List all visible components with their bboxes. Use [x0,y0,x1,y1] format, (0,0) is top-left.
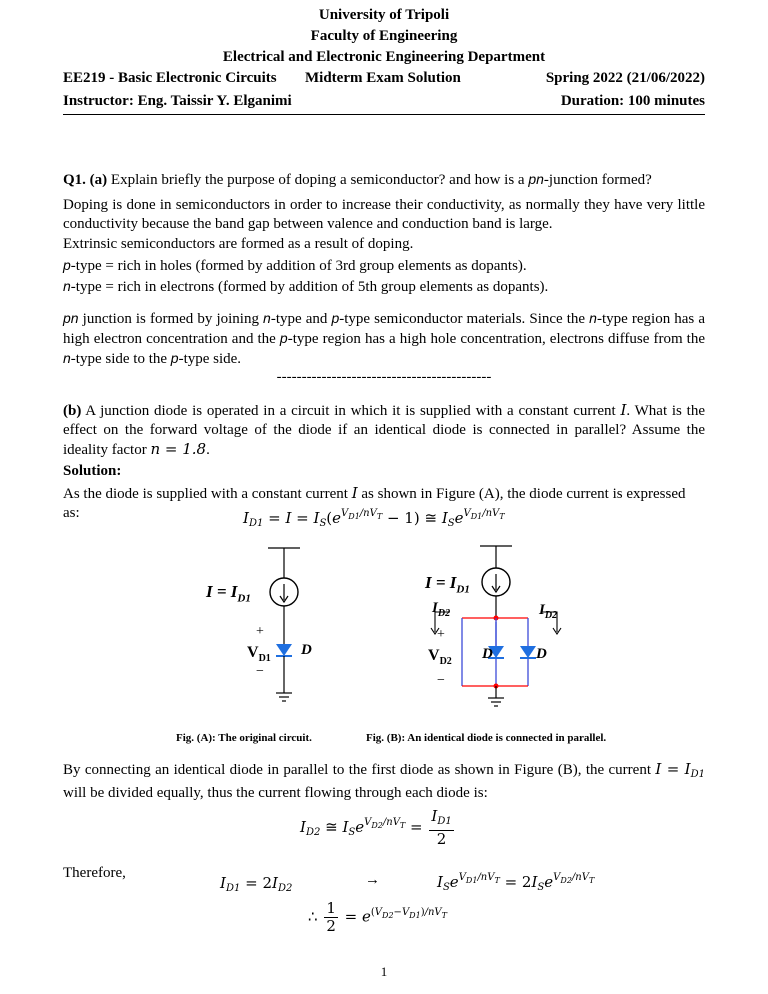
q1a-ntype-line: n-type = rich in electrons (formed by addition of 5th group elements as dopants). [63,278,549,295]
parallel-paragraph: By connecting an identical diode in parallel to the first diode as shown in Figure (B), the current $I = I_{D1}$ will be divided equally, thus the current flowing through each diode is: [63,760,705,801]
q1a-question: Q1. (a) Explain briefly the purpose of doping a semiconductor? and how is a pn-junction formed? [63,171,652,188]
section-separator: ------------------------------------------- [276,369,492,385]
q1b-question: (b) A junction diode is operated in a circuit in which it is supplied with a constant current I. What is the effect on the forward voltage of the diode if an identical diode is connected in parallel? Assume the ideality factor n = 1.8. [63,401,705,458]
exam-title: Midterm Exam Solution [305,70,461,86]
q1a-ptype-line: p-type = rich in holes (formed by addition of 3rd group elements as dopants). [63,257,527,274]
half-equation: ∴ $\frac{1}{2}$ = $e^{(V_{D2}-V_{D1})/nV_T}$ [308,899,447,935]
faculty-name: Faculty of Engineering [310,28,458,44]
diode-current-equation: $I_{D1} = I = I_S(e^{V_{D1}/nV_T} - 1)$ ≅ $I_Se^{V_{D1}/nV_T}$ [243,508,505,529]
fig-b-minus: − [437,673,445,688]
q1a-pn-paragraph: pn junction is formed by joining n-type and p-type semiconductor materials. Since the n-type region has a high electron concentration and the p-type region has a high hole concentration, electrons diffuse from the n-type side to the p-type side. [63,310,705,367]
fig-a-source-label: $I = I_{D1}$ [206,582,251,605]
figure-b-circuit [431,546,561,706]
solution-heading: Solution: [63,463,122,479]
implies-arrow: → [365,872,380,888]
semester-date: Spring 2022 (21/06/2022) [545,70,705,86]
diode-b2-icon [520,646,536,658]
q1b-label: (b) [63,403,82,419]
fig-b-diode2-label: D [536,646,547,662]
fig-b-diode1-label: D [482,646,493,662]
fig-b-id2-left: $I_{D2}$ [432,600,451,619]
fig-a-caption: Fig. (A): The original circuit. [176,732,312,744]
instructor-name: Instructor: Eng. Taissir Y. Elganimi [63,93,292,109]
therefore-label: Therefore, [63,865,126,881]
diode-a-icon [276,644,292,656]
id2-equation: $I_{D2}$ ≅ $I_Se^{V_{D2}/nV_T}$ = $\frac{I_{D1}}{2}$ [300,807,452,848]
fig-a-voltage: $V_{D1}$ [247,644,271,665]
department-name: Electrical and Electronic Engineering Department [222,49,546,65]
fig-a-plus: + [256,624,264,639]
q1a-label: Q1. (a) [63,172,108,188]
fig-b-id2-right: $I_{D2}$ [539,602,558,621]
circuit-figures [190,538,590,718]
q1a-doping-paragraph: Doping is done in semiconductors in order to increase their conductivity, as normally they have very little conductivity because the band gap between valence and conduction band is large. [63,197,705,232]
fig-b-plus: + [437,627,445,642]
q1a-extrinsic-line: Extrinsic semiconductors are formed as a result of doping. [63,236,414,252]
exponential-relation-equation: $I_Se^{V_{D1}/nV_T} = 2I_Se^{V_{D2}/nV_T}$ [437,872,595,893]
page-number: 1 [380,964,388,979]
fig-b-voltage: $V_{D2}$ [428,647,452,668]
fig-b-source-label: $I = I_{D1}$ [425,573,470,596]
fig-b-caption: Fig. (B): An identical diode is connected in parallel. [366,732,607,744]
course-title: EE219 - Basic Electronic Circuits [63,70,277,86]
fig-a-diode-label: D [301,642,312,658]
university-name: University of Tripoli [318,7,450,23]
id1-relation-equation: $I_{D1} = 2I_{D2}$ [220,874,293,894]
figure-a-circuit [268,548,300,701]
solution-intro: As the diode is supplied with a constant current I as shown in Figure (A), the diode current is expressed as: [63,484,686,521]
header-rule [63,114,705,115]
fig-a-minus: − [256,664,264,679]
exam-duration: Duration: 100 minutes [560,93,705,109]
